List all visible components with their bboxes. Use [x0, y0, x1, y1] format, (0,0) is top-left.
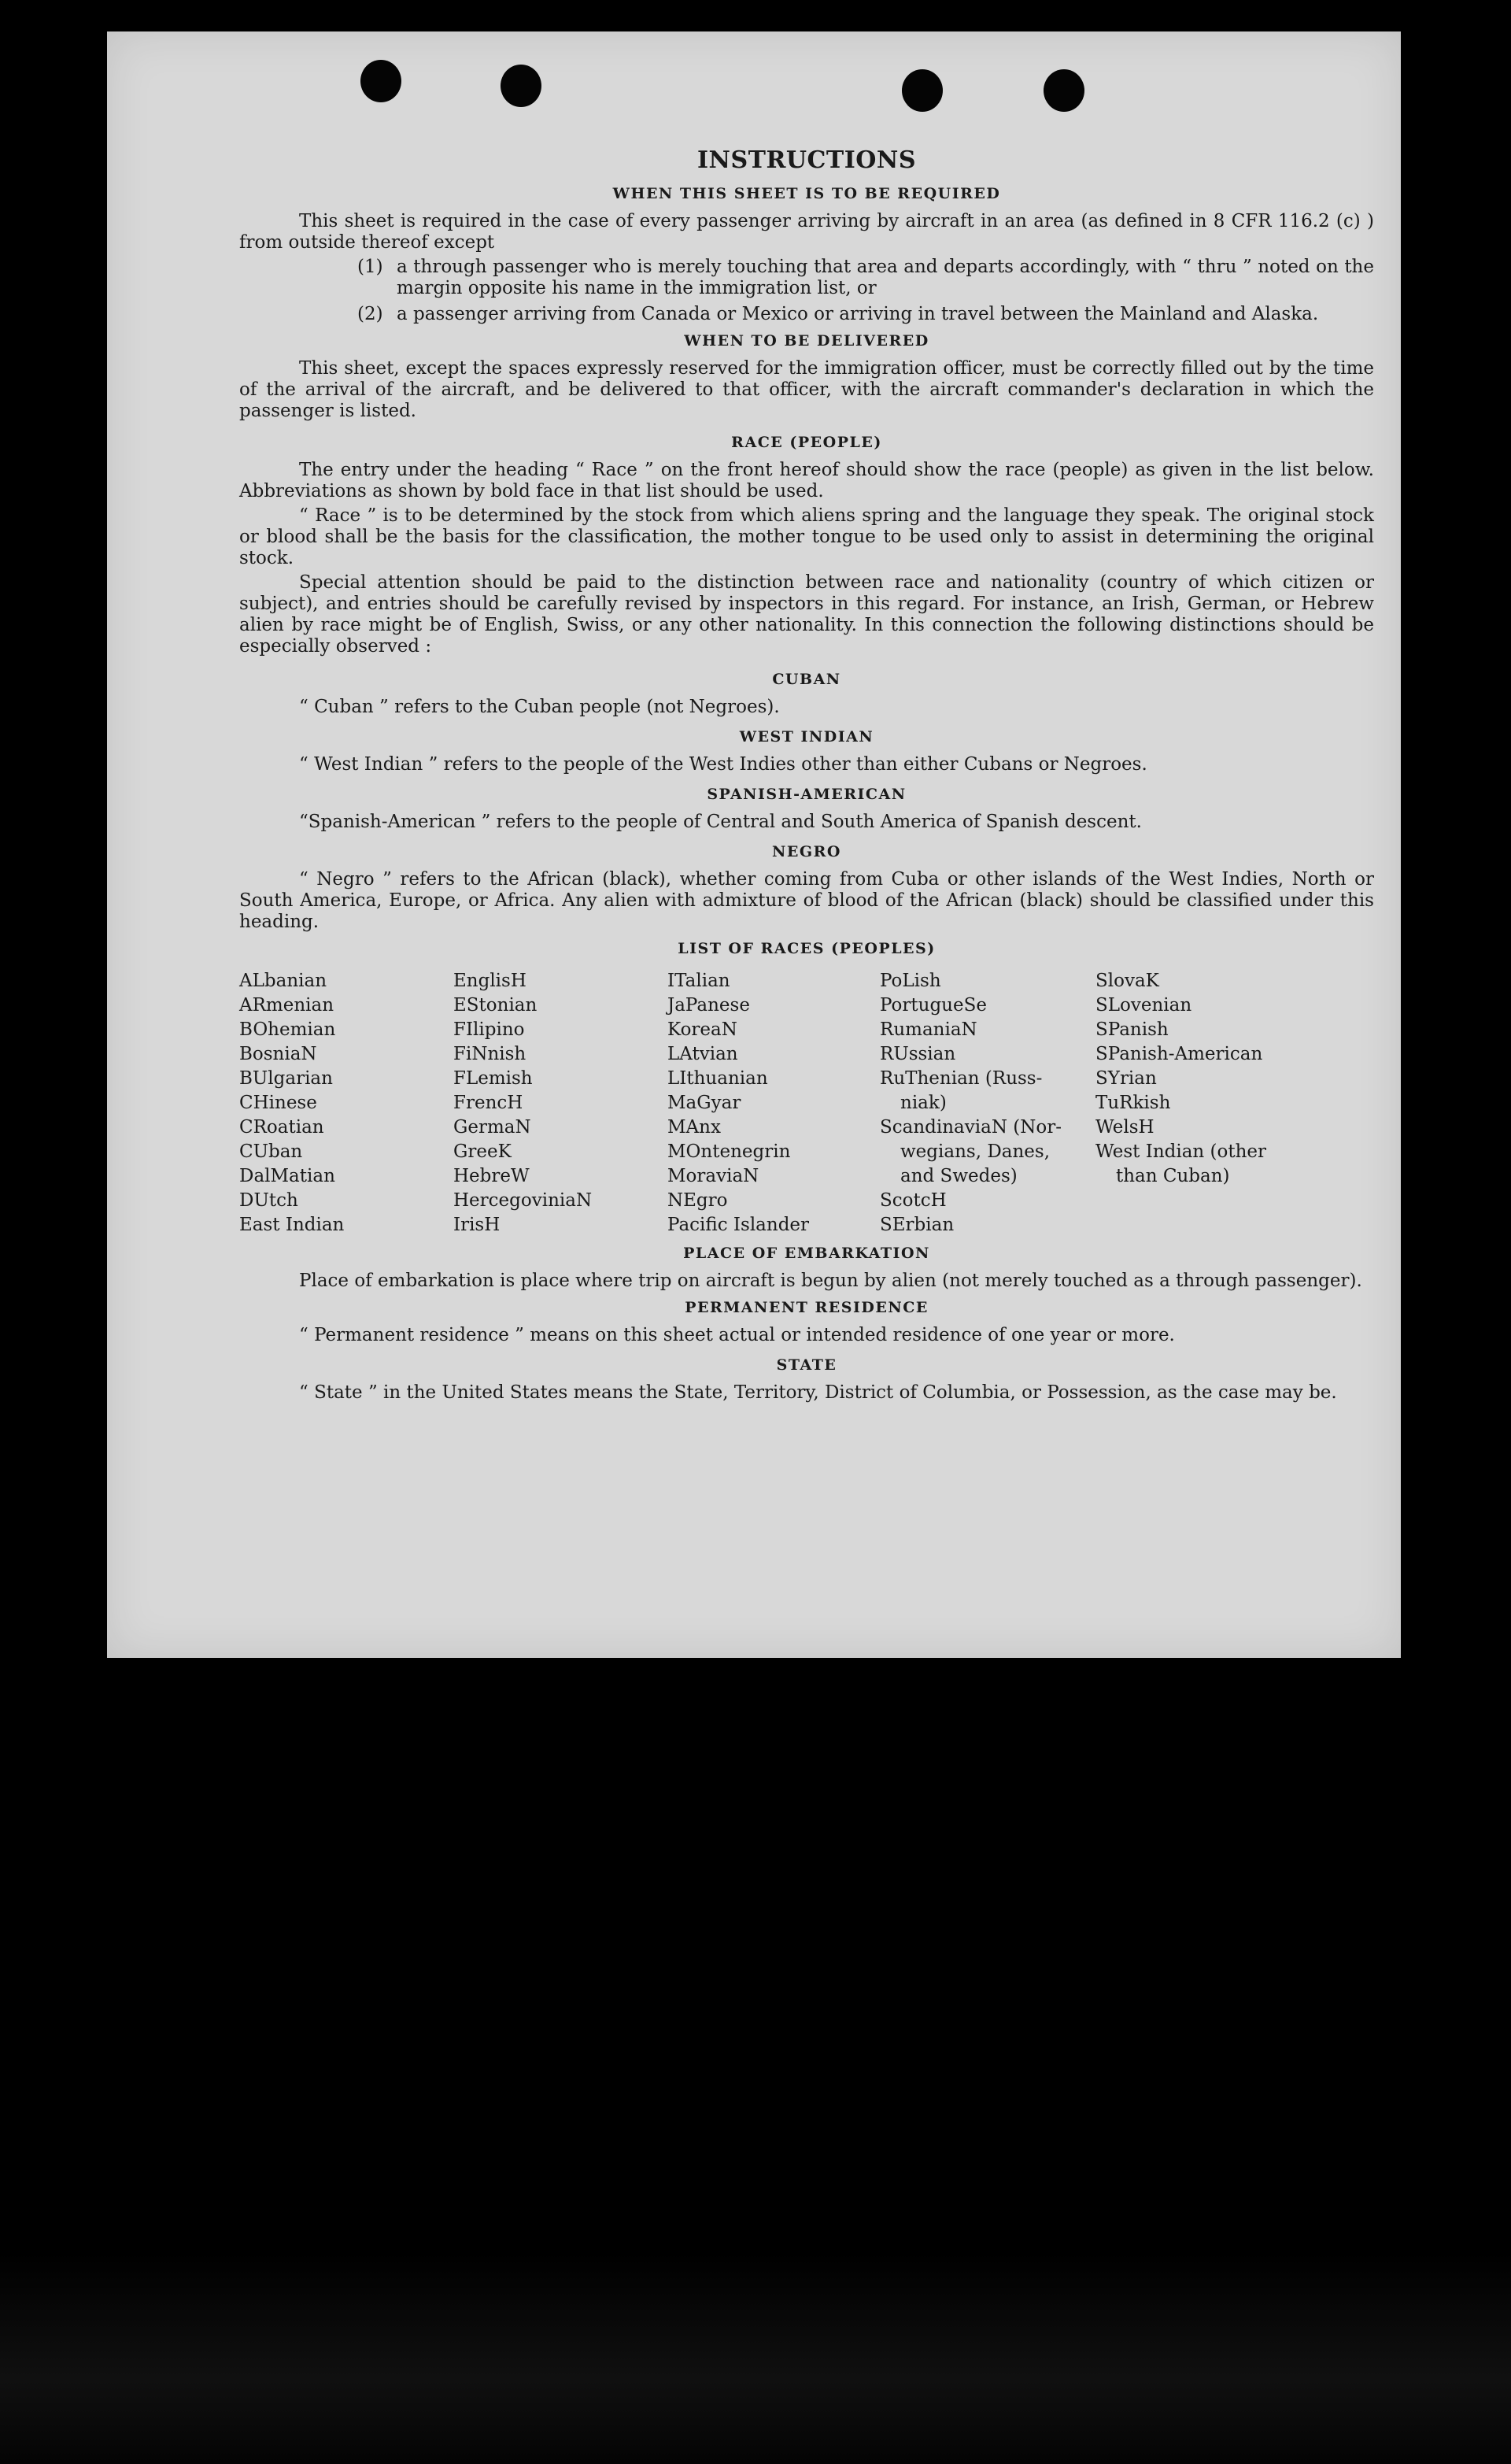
race-entry: NEgro — [667, 1190, 728, 1211]
race-entry: SlovaK — [1095, 971, 1159, 991]
race-entry: niak) — [900, 1093, 947, 1113]
race-entry: GreeK — [453, 1141, 512, 1162]
race-entry: FiNnish — [453, 1044, 526, 1064]
punch-hole — [360, 60, 401, 102]
race-entry: SYrian — [1095, 1068, 1157, 1089]
paragraph-race: “ Race ” is to be determined by the stock from which aliens spring and the language they speak. The original stock or blood shall be the basis for the classification, the mother tongue to be used only to assist in determining the original stock. — [239, 505, 1374, 568]
race-entry: West Indian (other — [1095, 1141, 1267, 1162]
race-entry: CRoatian — [239, 1117, 324, 1138]
definition-cuban: “ Cuban ” refers to the Cuban people (not Negroes). — [299, 697, 780, 717]
race-entry: FrencH — [453, 1093, 523, 1113]
race-entry: MaGyar — [667, 1093, 741, 1113]
race-entry: CHinese — [239, 1093, 317, 1113]
race-entry: HercegoviniaN — [453, 1190, 593, 1211]
race-entry: PoLish — [880, 971, 941, 991]
heading-cuban: CUBAN — [772, 671, 841, 688]
race-entry: EStonian — [453, 995, 538, 1016]
race-entry: ScotcH — [880, 1190, 947, 1211]
races-column — [239, 969, 453, 1238]
race-entry: HebreW — [453, 1166, 530, 1186]
heading-west-indian: WEST INDIAN — [739, 728, 874, 745]
heading-list-of-races: LIST OF RACES (PEOPLES) — [678, 940, 936, 957]
scan-background — [0, 2251, 1511, 2464]
races-column — [667, 969, 880, 1238]
race-entry: ARmenian — [239, 995, 334, 1016]
race-entry: CUban — [239, 1141, 303, 1162]
definition-permanent-residence: “ Permanent residence ” means on this sheet actual or intended residence of one year or more. — [299, 1325, 1175, 1345]
list-item-text: a passenger arriving from Canada or Mexico or arriving in travel between the Mainland and Alaska. — [397, 304, 1319, 324]
paragraph-race: The entry under the heading “ Race ” on the front hereof should show the race (people) as given in the list below. Abbreviations as shown by bold face in that list should be used. — [239, 460, 1374, 501]
heading-place-of-embarkation: PLACE OF EMBARKATION — [683, 1245, 930, 1262]
race-entry: SLovenian — [1095, 995, 1192, 1016]
races-column — [880, 969, 1095, 1238]
definition-negro: “ Negro ” refers to the African (black), whether coming from Cuba or other islands of the West Indies, North or South America, Europe, or Africa. Any alien with admixture of blood of the African (black) should be classified under this heading. — [239, 869, 1374, 932]
race-entry: BosniaN — [239, 1044, 317, 1064]
race-entry: East Indian — [239, 1215, 345, 1235]
race-entry: and Swedes) — [900, 1166, 1018, 1186]
race-entry: RUssian — [880, 1044, 956, 1064]
race-entry: DUtch — [239, 1190, 298, 1211]
page-title: INSTRUCTIONS — [697, 146, 916, 174]
race-entry: SPanish — [1095, 1019, 1169, 1040]
list-item-number: (2) — [357, 304, 383, 324]
heading-state: STATE — [776, 1356, 837, 1374]
definition-state: “ State ” in the United States means the State, Territory, District of Columbia, or Possession, as the case may be. — [299, 1382, 1337, 1403]
list-item — [357, 257, 1374, 299]
races-column — [1095, 969, 1300, 1238]
paragraph-when-delivered: This sheet, except the spaces expressly reserved for the immigration officer, must be correctly filled out by the time of the arrival of the aircraft, and be delivered to that officer, with the aircraft commander's declaration in which the passenger is listed. — [239, 358, 1374, 421]
document-sheet — [107, 31, 1401, 1658]
races-table — [239, 969, 1374, 1238]
list-item — [357, 304, 1374, 325]
race-entry: IrisH — [453, 1215, 501, 1235]
race-entry: BOhemian — [239, 1019, 336, 1040]
race-entry: Pacific Islander — [667, 1215, 810, 1235]
race-entry: EnglisH — [453, 971, 526, 991]
race-entry: DalMatian — [239, 1166, 335, 1186]
heading-permanent-residence: PERMANENT RESIDENCE — [685, 1299, 929, 1316]
race-entry: TuRkish — [1095, 1093, 1171, 1113]
race-entry: RumaniaN — [880, 1019, 977, 1040]
races-column — [453, 969, 667, 1238]
race-entry: MAnx — [667, 1117, 721, 1138]
punch-hole — [1044, 69, 1084, 112]
race-entry: WelsH — [1095, 1117, 1154, 1138]
race-entry: GermaN — [453, 1117, 531, 1138]
race-entry: MOntenegrin — [667, 1141, 791, 1162]
race-entry: than Cuban) — [1116, 1166, 1230, 1186]
race-entry: MoraviaN — [667, 1166, 759, 1186]
race-entry: SPanish-American — [1095, 1044, 1263, 1064]
race-entry: LAtvian — [667, 1044, 738, 1064]
race-entry: FLemish — [453, 1068, 533, 1089]
punch-hole — [501, 65, 541, 107]
paragraph-race: Special attention should be paid to the distinction between race and nationality (country of which citizen or subject), and entries should be carefully revised by inspectors in this regard. For instance, an Irish, German, or Hebrew alien by race might be of English, Swiss, or any other nationality. In this connection the following distinctions should be especially observed : — [239, 572, 1374, 657]
heading-when-delivered: WHEN TO BE DELIVERED — [684, 332, 929, 350]
race-entry: KoreaN — [667, 1019, 737, 1040]
heading-spanish-american: SPANISH-AMERICAN — [707, 786, 907, 803]
race-entry: ITalian — [667, 971, 730, 991]
definition-embarkation: Place of embarkation is place where trip on aircraft is begun by alien (not merely touched as a through passenger). — [299, 1271, 1362, 1291]
list-item-text: a through passenger who is merely touching that area and departs accordingly, with “ thru ” noted on the margin opposite his name in the immigration list, or — [397, 257, 1374, 298]
race-entry: ALbanian — [239, 971, 327, 991]
definition-spanish-american: “Spanish-American ” refers to the people of Central and South America of Spanish descent. — [299, 812, 1142, 832]
race-entry: RuThenian (Russ- — [880, 1068, 1043, 1089]
heading-negro: NEGRO — [772, 843, 841, 860]
punch-hole — [902, 69, 943, 112]
heading-when-required: WHEN THIS SHEET IS TO BE REQUIRED — [612, 185, 1001, 202]
race-entry: BUlgarian — [239, 1068, 333, 1089]
paragraph-when-required: This sheet is required in the case of every passenger arriving by aircraft in an area (as defined in 8 CFR 116.2 (c) ) from outside thereof except — [239, 211, 1374, 253]
race-entry: JaPanese — [667, 995, 750, 1016]
list-item-number: (1) — [357, 257, 383, 277]
instructions-content — [239, 146, 1374, 1407]
race-entry: LIthuanian — [667, 1068, 768, 1089]
race-entry: SErbian — [880, 1215, 955, 1235]
race-entry: PortugueSe — [880, 995, 987, 1016]
race-entry: ScandinaviaN (Nor- — [880, 1117, 1062, 1138]
race-entry: wegians, Danes, — [900, 1141, 1051, 1162]
heading-race: RACE (PEOPLE) — [731, 434, 882, 451]
definition-west-indian: “ West Indian ” refers to the people of the West Indies other than either Cubans or Negroes. — [299, 754, 1147, 775]
race-entry: FIlipino — [453, 1019, 525, 1040]
